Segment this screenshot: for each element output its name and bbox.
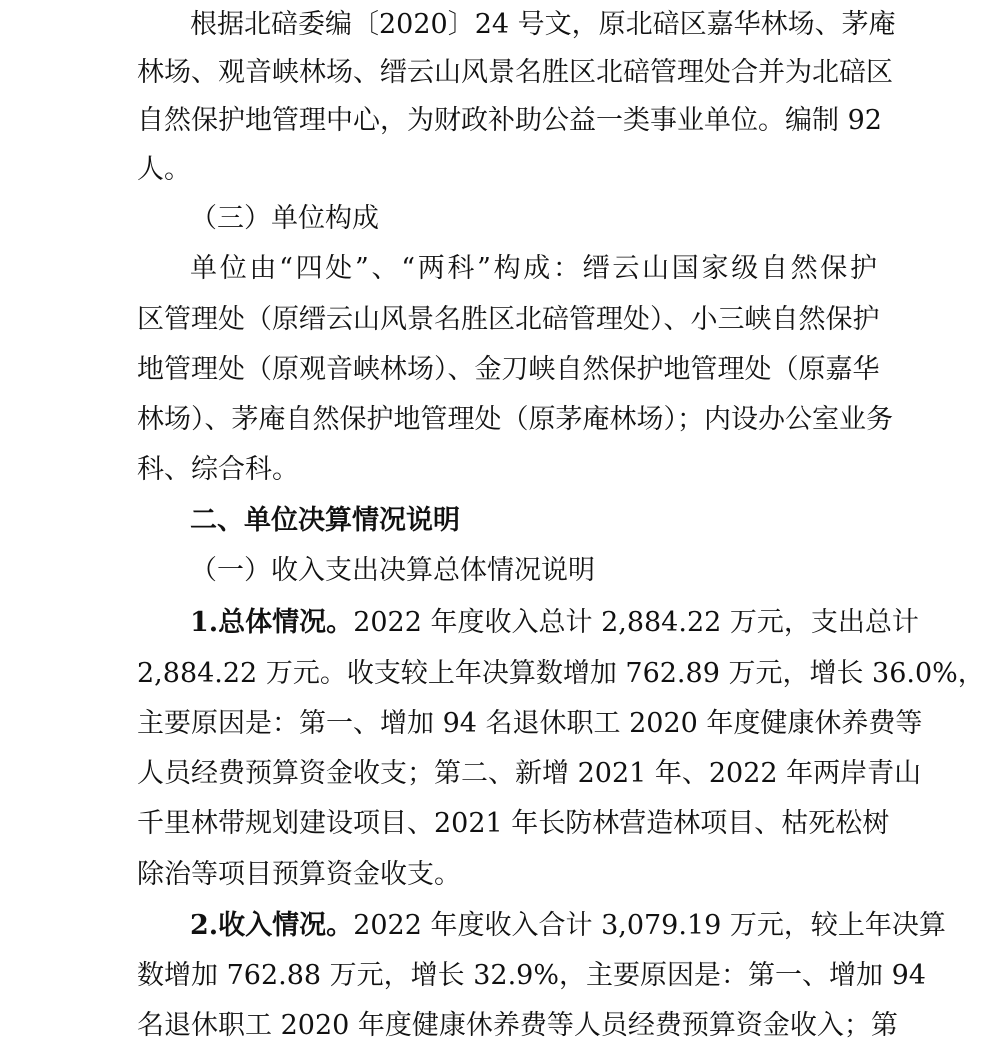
paragraph-line: 林场、观音峡林场、缙云山风景名胜区北碚管理处合并为北碚区	[137, 57, 893, 88]
part-heading-final-accounts: 二、单位决算情况说明	[190, 505, 460, 536]
paragraph-line: 人员经费预算资金收支；第二、新增 2021 年、2022 年两岸青山	[137, 758, 922, 789]
section-heading-income-expenditure: （一）收入支出决算总体情况说明	[190, 555, 595, 586]
paragraph-line: 科、综合科。	[137, 454, 299, 485]
paragraph-line: 单位由“四处”、“两科”构成：缙云山国家级自然保护	[190, 253, 877, 284]
paragraph-line: 2,884.22 万元。收支较上年决算数增加 762.89 万元，增长 36.0%，	[137, 658, 985, 689]
paragraph-line: 千里林带规划建设项目、2021 年长防林营造林项目、枯死松树	[137, 808, 890, 839]
paragraph-line: 名退休职工 2020 年度健康休养费等人员经费预算资金收入；第	[137, 1010, 898, 1041]
paragraph-line: 自然保护地管理中心，为财政补助公益一类事业单位。编制 92	[137, 105, 882, 136]
paragraph-line: 人。	[137, 154, 191, 185]
item-income-first-line	[190, 901, 946, 951]
item-overall-first-line	[190, 598, 919, 648]
section-heading-unit-composition: （三）单位构成	[190, 203, 379, 234]
paragraph-line: 根据北碚委编〔2020〕24 号文，原北碚区嘉华林场、茅庵	[190, 9, 896, 40]
item-overall-title: 1.总体情况。	[190, 607, 354, 638]
paragraph-line: 地管理处（原观音峡林场）、金刀峡自然保护地管理处（原嘉华	[137, 354, 880, 385]
paragraph-line: 数增加 762.88 万元，增长 32.9%，主要原因是：第一、增加 94	[137, 960, 926, 991]
paragraph-line: 区管理处（原缙云山风景名胜区北碚管理处）、小三峡自然保护	[137, 304, 880, 335]
paragraph-line: 林场）、茅庵自然保护地管理处（原茅庵林场）；内设办公室业务	[137, 404, 893, 435]
paragraph-line: 除治等项目预算资金收支。	[137, 859, 461, 890]
paragraph-line: 主要原因是：第一、增加 94 名退休职工 2020 年度健康休养费等	[137, 708, 923, 739]
item-income-title: 2.收入情况。	[190, 910, 354, 941]
item-income-text: 2022 年度收入合计 3,079.19 万元，较上年决算	[353, 910, 946, 941]
item-overall-text: 2022 年度收入总计 2,884.22 万元，支出总计	[353, 607, 919, 638]
